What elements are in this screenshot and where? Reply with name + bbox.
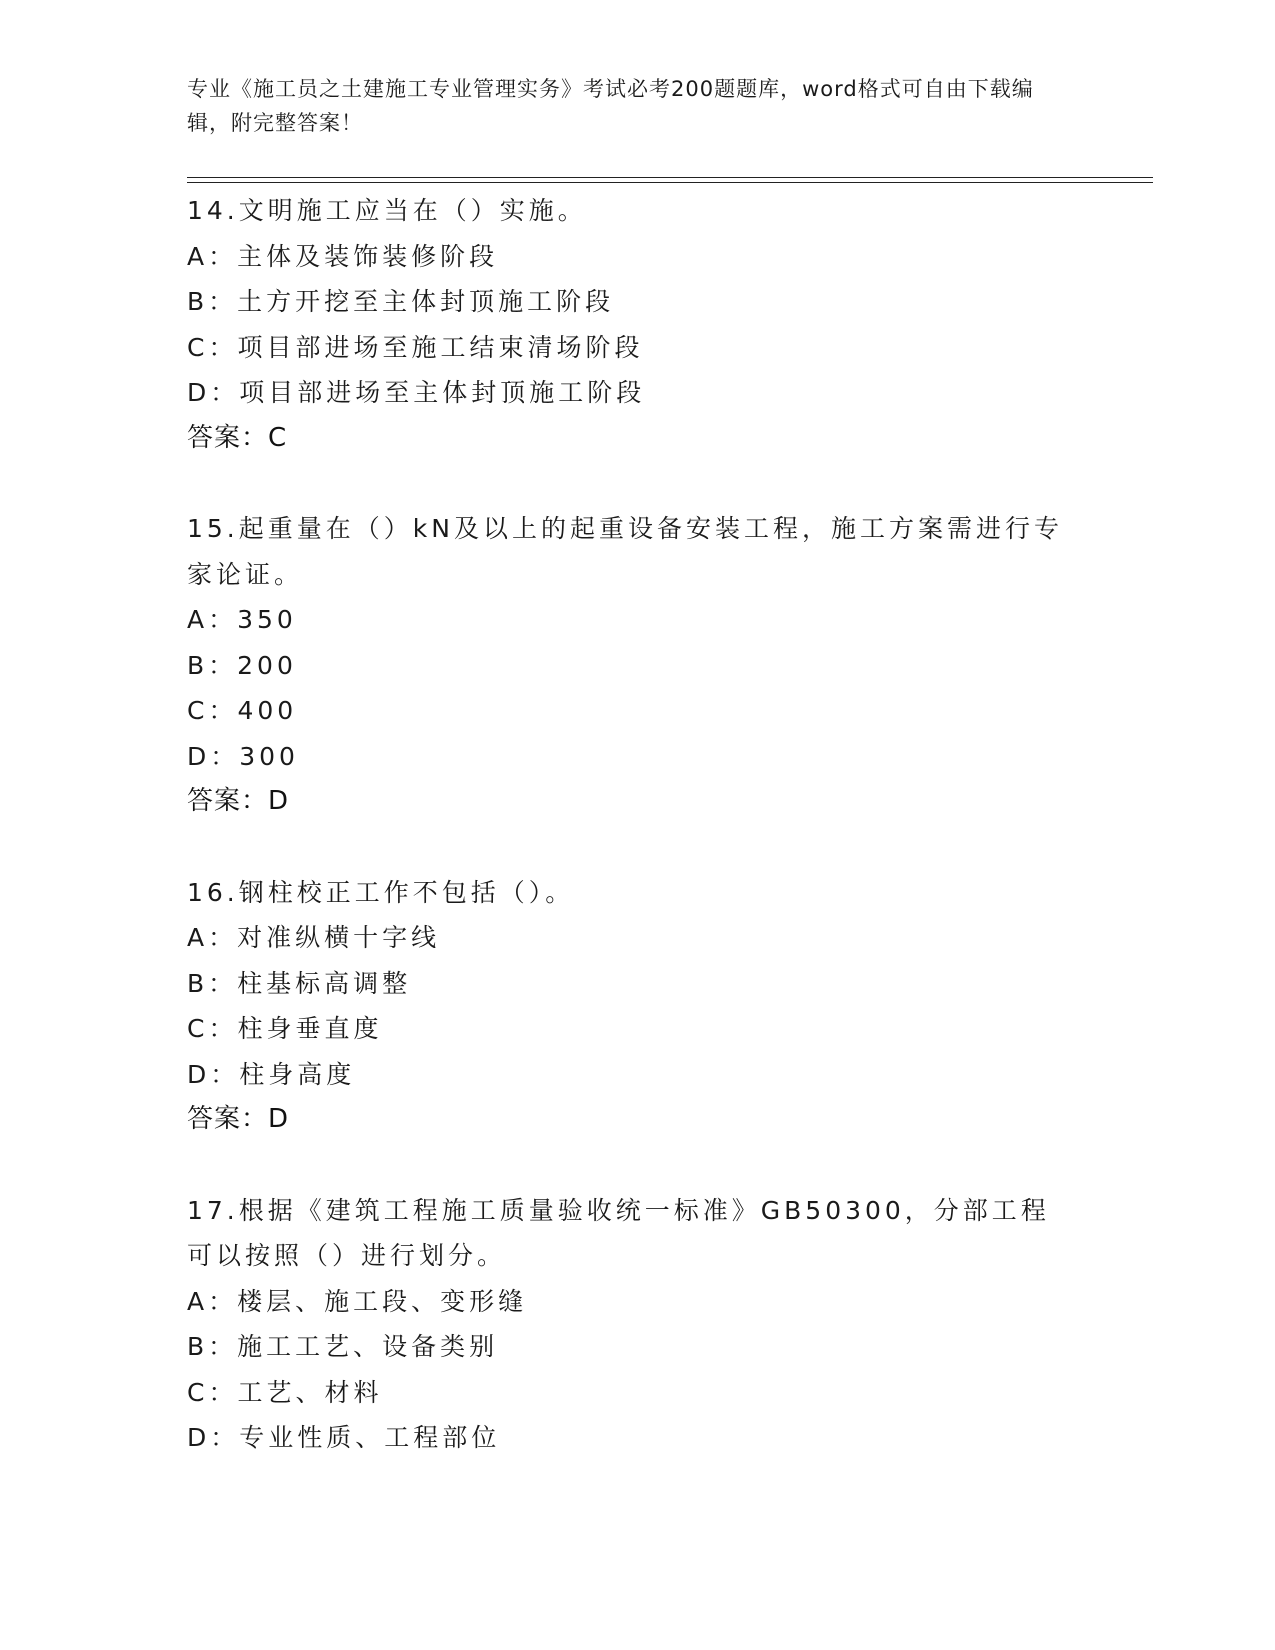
document-header: 专业《施工员之土建施工专业管理实务》考试必考200题题库，word格式可自由下载编辑，附完整答案！ <box>187 77 1034 135</box>
question-16 <box>187 870 1087 1143</box>
question-17 <box>187 1188 1087 1461</box>
question-14 <box>187 188 1087 461</box>
option-a: A：楼层、施工段、变形缝 <box>187 1286 528 1316</box>
option-d: D：专业性质、工程部位 <box>187 1423 501 1452</box>
question-stem: 17.根据《建筑工程施工质量验收统一标准》GB50300，分部工程可以按照（）进行划分。 <box>187 1195 1050 1270</box>
option-c: C：项目部进场至施工结束清场阶段 <box>187 332 644 362</box>
option-d: D：300 <box>187 741 299 771</box>
option-b: B：柱基标高调整 <box>187 968 412 998</box>
option-c: C：工艺、材料 <box>187 1377 383 1407</box>
option-d: D：柱身高度 <box>187 1059 356 1089</box>
question-stem: 15.起重量在（）kN及以上的起重设备安装工程，施工方案需进行专家论证。 <box>187 514 1063 589</box>
option-a: A：对准纵横十字线 <box>187 923 441 952</box>
answer: 答案：D <box>187 786 290 816</box>
option-b: B：施工工艺、设备类别 <box>187 1332 499 1361</box>
answer: 答案：D <box>187 1104 290 1134</box>
option-b: B：土方开挖至主体封顶施工阶段 <box>187 287 615 316</box>
option-c: C：柱身垂直度 <box>187 1014 383 1043</box>
question-15 <box>187 506 1087 825</box>
option-a: A：主体及装饰装修阶段 <box>187 241 499 271</box>
question-stem: 16.钢柱校正工作不包括（）。 <box>187 877 575 907</box>
option-c: C：400 <box>187 696 298 725</box>
answer: 答案：C <box>187 422 288 453</box>
option-b: B：200 <box>187 650 297 680</box>
header-divider-bottom <box>187 182 1153 183</box>
question-list <box>187 188 1087 1461</box>
header-divider-top <box>187 177 1153 178</box>
question-stem: 14.文明施工应当在（）实施。 <box>187 196 587 225</box>
option-a: A：350 <box>187 605 297 634</box>
option-d: D：项目部进场至主体封顶施工阶段 <box>187 378 646 407</box>
